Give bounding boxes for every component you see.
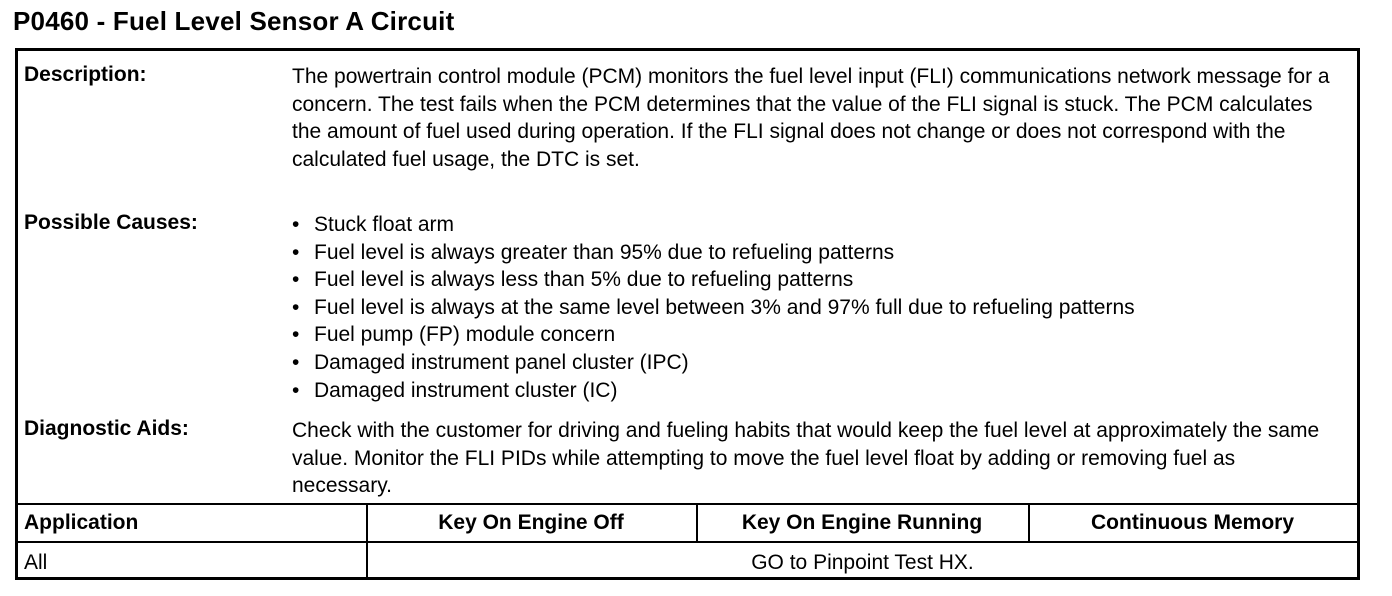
cause-item: • Fuel pump (FP) module concern (292, 321, 1339, 349)
column-divider (696, 505, 698, 541)
diagnostic-aids-label: Diagnostic Aids: (24, 417, 189, 440)
dtc-table (15, 48, 1360, 580)
possible-causes-list-container (292, 211, 1339, 404)
column-divider (1028, 505, 1030, 541)
cause-item: • Fuel level is always greater than 95% due to refueling patterns (292, 239, 1339, 267)
pinpoint-test-instruction: GO to Pinpoint Test HX. (751, 551, 974, 574)
cause-item: • Damaged instrument panel cluster (IPC) (292, 349, 1339, 377)
cause-item: • Damaged instrument cluster (IC) (292, 377, 1339, 405)
header-continuous-memory: Continuous Memory (1091, 511, 1294, 534)
cause-item: • Fuel level is always less than 5% due to refueling patterns (292, 266, 1339, 294)
diagnostic-aids-text: Check with the customer for driving and fueling habits that would keep the fuel level at approximately the same value. Monitor the FLI PIDs while attempting to move the fuel level float by adding or removing fuel as necessary. (292, 419, 1320, 498)
possible-causes-label: Possible Causes: (24, 211, 198, 234)
description-label: Description: (24, 63, 147, 86)
page-title: P0460 - Fuel Level Sensor A Circuit (13, 6, 455, 36)
header-koer: Key On Engine Running (741, 511, 983, 534)
possible-causes-list (292, 211, 1339, 404)
header-application: Application (24, 511, 139, 534)
header-koeo: Key On Engine Off (438, 511, 624, 534)
application-value: All (24, 551, 48, 574)
cause-item: • Fuel level is always at the same level between 3% and 97% full due to refueling patterns (292, 294, 1339, 322)
description-text: The powertrain control module (PCM) monitors the fuel level input (FLI) communications network message for a concern. The test fails when the PCM determines that the value of the FLI signal is stuck. The PCM calculates the amount of fuel used during operation. If the FLI signal does not change or does not correspond with the calculated fuel usage, the DTC is set. (292, 65, 1330, 171)
application-table (18, 503, 1357, 577)
cause-item: • Stuck float arm (292, 211, 1339, 239)
